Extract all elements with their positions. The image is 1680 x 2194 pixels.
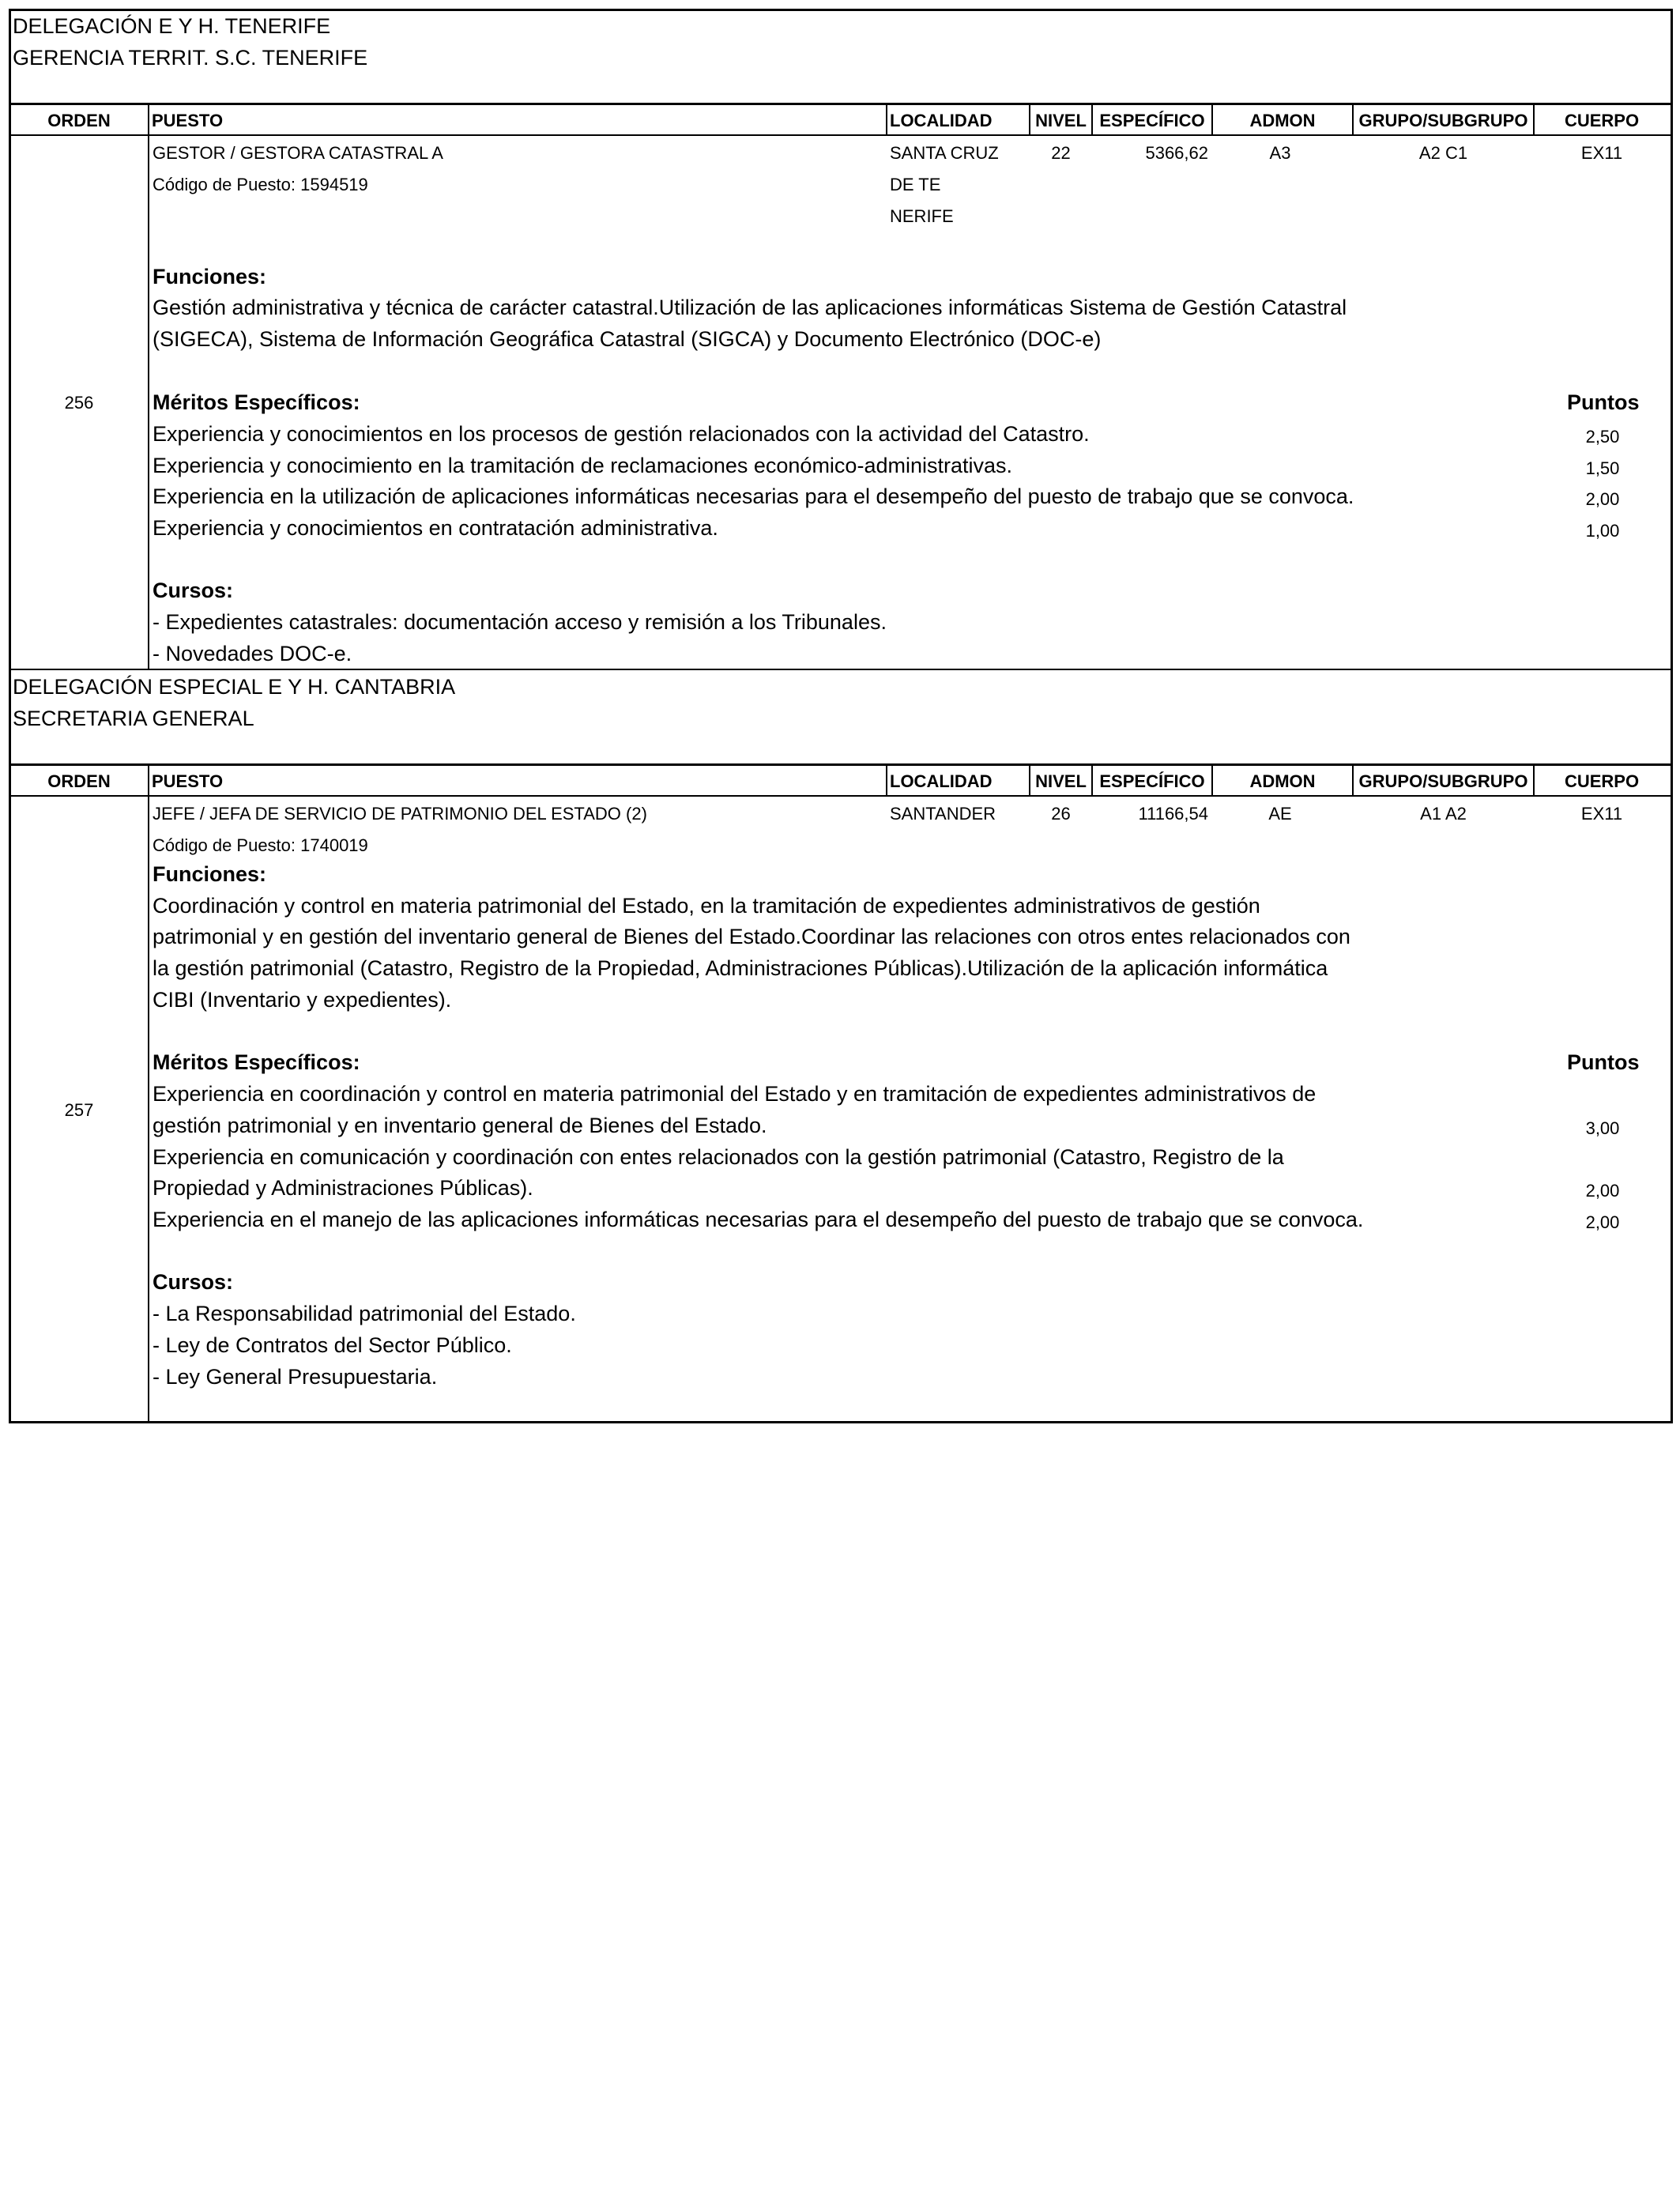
col-nivel: NIVEL: [1035, 111, 1087, 130]
merito-text: Experiencia y conocimiento en la tramitación de reclamaciones económico-administrativas.: [153, 454, 1013, 477]
cursos-heading: Cursos:: [153, 1270, 234, 1294]
curso-item: - La Responsabilidad patrimonial del Estado.: [153, 1302, 576, 1325]
curso-item: - Expedientes catastrales: documentación acceso y remisión a los Tribunales.: [153, 610, 887, 634]
org-line: DELEGACIÓN ESPECIAL E Y H. CANTABRIA: [13, 675, 456, 699]
merito-puntos: 3,00: [1585, 1118, 1620, 1138]
col-cuerpo: CUERPO: [1564, 771, 1640, 791]
nivel-value: 22: [1051, 143, 1071, 163]
orden-value: 257: [64, 1100, 94, 1120]
merito-text: Experiencia en el manejo de las aplicaciones informáticas necesarias para el desempeño del puesto de trabajo que se convoca.: [153, 1208, 1364, 1231]
merito-text: Experiencia y conocimientos en los procesos de gestión relacionados con la actividad del Catastro.: [153, 422, 1090, 446]
funciones-text: la gestión patrimonial (Catastro, Registro de la Propiedad, Administraciones Públicas).Utilización de la aplicación informática: [153, 956, 1328, 980]
admon-value: A3: [1269, 143, 1291, 163]
col-especifico: ESPECÍFICO: [1099, 771, 1205, 791]
localidad-value: SANTA CRUZ: [890, 143, 999, 163]
funciones-heading: Funciones:: [153, 862, 267, 886]
localidad-value: DE TE: [890, 175, 941, 194]
merito-puntos: 2,00: [1585, 489, 1620, 509]
col-grupo: GRUPO/SUBGRUPO: [1358, 111, 1528, 130]
localidad-value: SANTANDER: [890, 804, 996, 824]
curso-item: - Ley de Contratos del Sector Público.: [153, 1333, 512, 1357]
localidad-value: NERIFE: [890, 206, 954, 226]
merito-puntos: 2,50: [1585, 427, 1620, 447]
merito-text: Propiedad y Administraciones Públicas).: [153, 1176, 533, 1200]
funciones-heading: Funciones:: [153, 265, 267, 288]
cuerpo-value: EX11: [1580, 804, 1623, 824]
col-orden: ORDEN: [47, 771, 111, 791]
merito-puntos: 2,00: [1585, 1212, 1620, 1232]
col-especifico: ESPECÍFICO: [1099, 111, 1205, 130]
funciones-text: Coordinación y control en materia patrimonial del Estado, en la tramitación de expedientes administrativos de gestión: [153, 894, 1260, 918]
codigo-puesto: Código de Puesto: 1594519: [153, 175, 368, 194]
cursos-heading: Cursos:: [153, 579, 234, 602]
funciones-text: patrimonial y en gestión del inventario general de Bienes del Estado.Coordinar las relaciones con otros entes relacionados con: [153, 925, 1350, 948]
puesto-title: JEFE / JEFA DE SERVICIO DE PATRIMONIO DEL ESTADO (2): [153, 804, 647, 824]
merito-text: Experiencia en la utilización de aplicaciones informáticas necesarias para el desempeño del puesto de trabajo que se convoca.: [153, 484, 1354, 508]
col-cuerpo: CUERPO: [1564, 111, 1640, 130]
col-localidad: LOCALIDAD: [890, 111, 993, 130]
merito-text: Experiencia y conocimientos en contratación administrativa.: [153, 516, 718, 540]
merito-text: gestión patrimonial y en inventario general de Bienes del Estado.: [153, 1114, 767, 1137]
nivel-value: 26: [1051, 804, 1071, 824]
col-puesto: PUESTO: [152, 771, 224, 791]
funciones-text: (SIGECA), Sistema de Información Geográfica Catastral (SIGCA) y Documento Electrónico (DOC-e): [153, 327, 1102, 351]
meritos-heading: Méritos Específicos:: [153, 1050, 360, 1074]
org-line: GERENCIA TERRIT. S.C. TENERIFE: [13, 46, 368, 70]
puntos-heading: Puntos: [1567, 390, 1640, 414]
funciones-text: CIBI (Inventario y expedientes).: [153, 988, 452, 1012]
merito-text: Experiencia en comunicación y coordinación con entes relacionados con la gestión patrimonial (Catastro, Registro de la: [153, 1145, 1284, 1169]
col-orden: ORDEN: [47, 111, 111, 130]
puesto-title: GESTOR / GESTORA CATASTRAL A: [153, 143, 443, 163]
org-line: SECRETARIA GENERAL: [13, 707, 254, 730]
curso-item: - Novedades DOC-e.: [153, 642, 352, 665]
especifico-value: 11166,54: [1138, 804, 1208, 824]
org-line: DELEGACIÓN E Y H. TENERIFE: [13, 14, 331, 38]
curso-item: - Ley General Presupuestaria.: [153, 1365, 438, 1389]
funciones-text: Gestión administrativa y técnica de carácter catastral.Utilización de las aplicaciones informáticas Sistema de Gestión Catastral: [153, 296, 1347, 319]
merito-puntos: 2,00: [1585, 1181, 1620, 1201]
col-admon: ADMON: [1249, 771, 1316, 791]
merito-puntos: 1,50: [1585, 458, 1620, 478]
merito-text: Experiencia en coordinación y control en materia patrimonial del Estado y en tramitación de expedientes administrativos de: [153, 1082, 1317, 1106]
grupo-value: A2 C1: [1418, 143, 1468, 163]
col-localidad: LOCALIDAD: [890, 771, 993, 791]
col-nivel: NIVEL: [1035, 771, 1087, 791]
orden-value: 256: [64, 393, 94, 413]
col-grupo: GRUPO/SUBGRUPO: [1358, 771, 1528, 791]
grupo-value: A1 A2: [1420, 804, 1467, 824]
especifico-value: 5366,62: [1145, 143, 1208, 163]
cuerpo-value: EX11: [1580, 143, 1623, 163]
merito-puntos: 1,00: [1585, 521, 1620, 541]
meritos-heading: Méritos Específicos:: [153, 390, 360, 414]
puntos-heading: Puntos: [1567, 1050, 1640, 1074]
col-puesto: PUESTO: [152, 111, 224, 130]
col-admon: ADMON: [1249, 111, 1316, 130]
codigo-puesto: Código de Puesto: 1740019: [153, 835, 368, 855]
admon-value: AE: [1268, 804, 1292, 824]
